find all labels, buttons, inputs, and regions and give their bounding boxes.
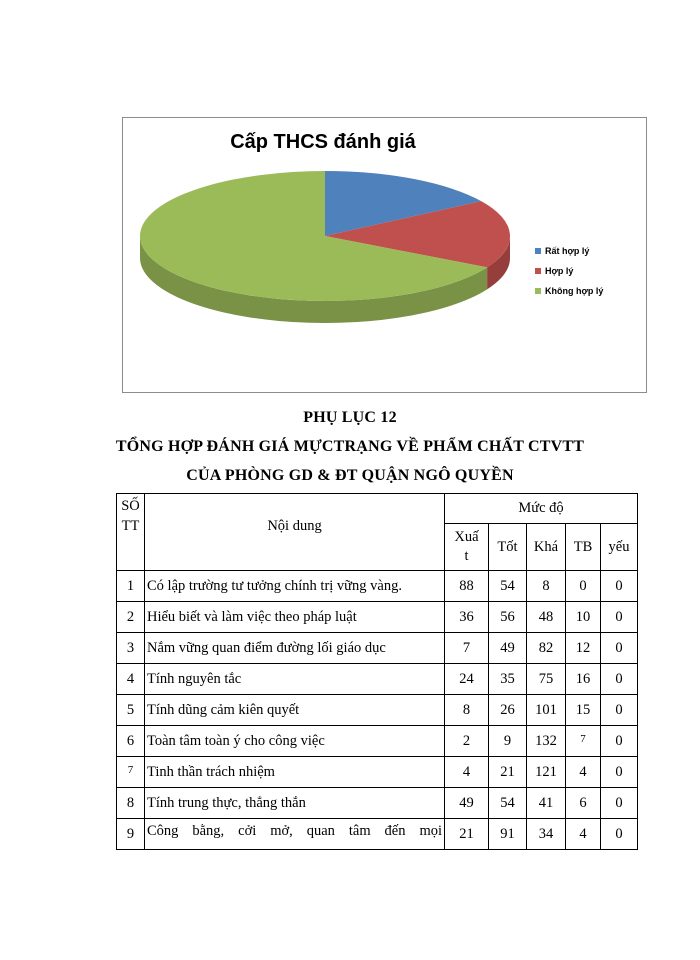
row-tb [566,726,601,757]
row-stt [117,757,145,788]
row-xuat: 8 [445,695,489,726]
row-stt-value: 7 [127,763,134,776]
header-stt-line2: TT [121,518,140,534]
row-yeu: 0 [601,695,638,726]
row-yeu: 0 [601,633,638,664]
appendix-heading: PHỤ LỤC 12 [303,409,397,426]
legend-swatch-3 [535,288,541,294]
row-xuat: 4 [445,757,489,788]
row-tot: 26 [489,695,527,726]
row-content: Tính trung thực, thẳng thắn [145,788,445,819]
legend-label-1: Rất hợp lý [545,246,590,256]
row-kha: 121 [527,757,566,788]
pie-group [140,171,510,323]
row-yeu: 0 [601,571,638,602]
row-tb: 16 [566,664,601,695]
row-tb-value: 7 [580,732,586,745]
legend [535,246,603,296]
row-tot: 49 [489,633,527,664]
header-xuat-line2: t [464,548,469,564]
row-stt: 2 [117,602,145,633]
row-tot: 21 [489,757,527,788]
row-tb: 12 [566,633,601,664]
row-tot: 56 [489,602,527,633]
row-yeu: 0 [601,788,638,819]
table-row [117,633,638,664]
legend-swatch-1 [535,248,541,254]
row-yeu: 0 [601,757,638,788]
row-content: Hiểu biết và làm việc theo pháp luật [145,602,445,633]
row-xuat: 49 [445,788,489,819]
row-tb: 4 [566,757,601,788]
table-row [117,726,638,757]
row-xuat: 2 [445,726,489,757]
row-content [145,819,445,850]
row-stt: 1 [117,571,145,602]
header-level-tot: Tốt [489,524,527,571]
header-level: Mức độ [445,494,638,524]
row-kha: 132 [527,726,566,757]
table-row [117,757,638,788]
chart-title: Cấp THCS đánh giá [230,131,416,153]
row-xuat: 7 [445,633,489,664]
table-row [117,571,638,602]
row-content: Có lập trường tư tưởng chính trị vững vàng. [145,571,445,602]
pie-chart [122,117,647,393]
row-kha: 34 [527,819,566,850]
row-tot: 91 [489,819,527,850]
row-content: Tinh thần trách nhiệm [145,757,445,788]
row-kha: 48 [527,602,566,633]
row-tb: 6 [566,788,601,819]
row-tot: 9 [489,726,527,757]
header-level-xuat [445,524,489,571]
table-row [117,664,638,695]
header-xuat-line1: Xuấ [454,529,479,545]
row-tot: 35 [489,664,527,695]
row-content: Tính nguyên tắc [145,664,445,695]
legend-label-3: Không hợp lý [545,286,604,296]
row-tb: 10 [566,602,601,633]
row-content-text: Công bằng, cởi mở, quan tâm đến mọi [147,823,442,839]
row-yeu: 0 [601,664,638,695]
row-stt: 6 [117,726,145,757]
legend-label-2: Hợp lý [545,266,574,276]
row-yeu: 0 [601,819,638,850]
row-stt: 8 [117,788,145,819]
table-row [117,788,638,819]
row-kha: 8 [527,571,566,602]
row-yeu: 0 [601,602,638,633]
table-row [117,602,638,633]
row-xuat: 88 [445,571,489,602]
row-stt: 3 [117,633,145,664]
row-tot: 54 [489,788,527,819]
row-stt: 9 [117,819,145,850]
header-level-tb: TB [566,524,601,571]
row-xuat: 24 [445,664,489,695]
pie-chart-svg [123,118,648,394]
row-content: Nắm vững quan điểm đường lối giáo dục [145,633,445,664]
legend-swatch-2 [535,268,541,274]
row-xuat: 36 [445,602,489,633]
row-tb: 0 [566,571,601,602]
row-kha: 82 [527,633,566,664]
header-level-yeu: yếu [601,524,638,571]
summary-title-line2: CỦA PHÒNG GD & ĐT QUẬN NGÔ QUYỀN [186,467,514,484]
row-xuat: 21 [445,819,489,850]
row-stt: 4 [117,664,145,695]
row-kha: 75 [527,664,566,695]
table-row [117,819,638,850]
row-content: Tính dũng cảm kiên quyết [145,695,445,726]
header-stt [117,494,145,571]
header-content: Nội dung [145,494,445,571]
row-tb: 4 [566,819,601,850]
row-kha: 41 [527,788,566,819]
summary-title-line1: TỔNG HỢP ĐÁNH GIÁ MỰCTRẠNG VỀ PHẨM CHẤT CTVTT [115,438,585,455]
header-level-kha: Khá [527,524,566,571]
row-kha: 101 [527,695,566,726]
row-tot: 54 [489,571,527,602]
assessment-table [116,493,638,850]
row-content: Toàn tâm toàn ý cho công việc [145,726,445,757]
row-tb: 15 [566,695,601,726]
row-yeu: 0 [601,726,638,757]
header-stt-line1: SỐ [121,498,140,514]
row-stt: 5 [117,695,145,726]
table-row [117,695,638,726]
